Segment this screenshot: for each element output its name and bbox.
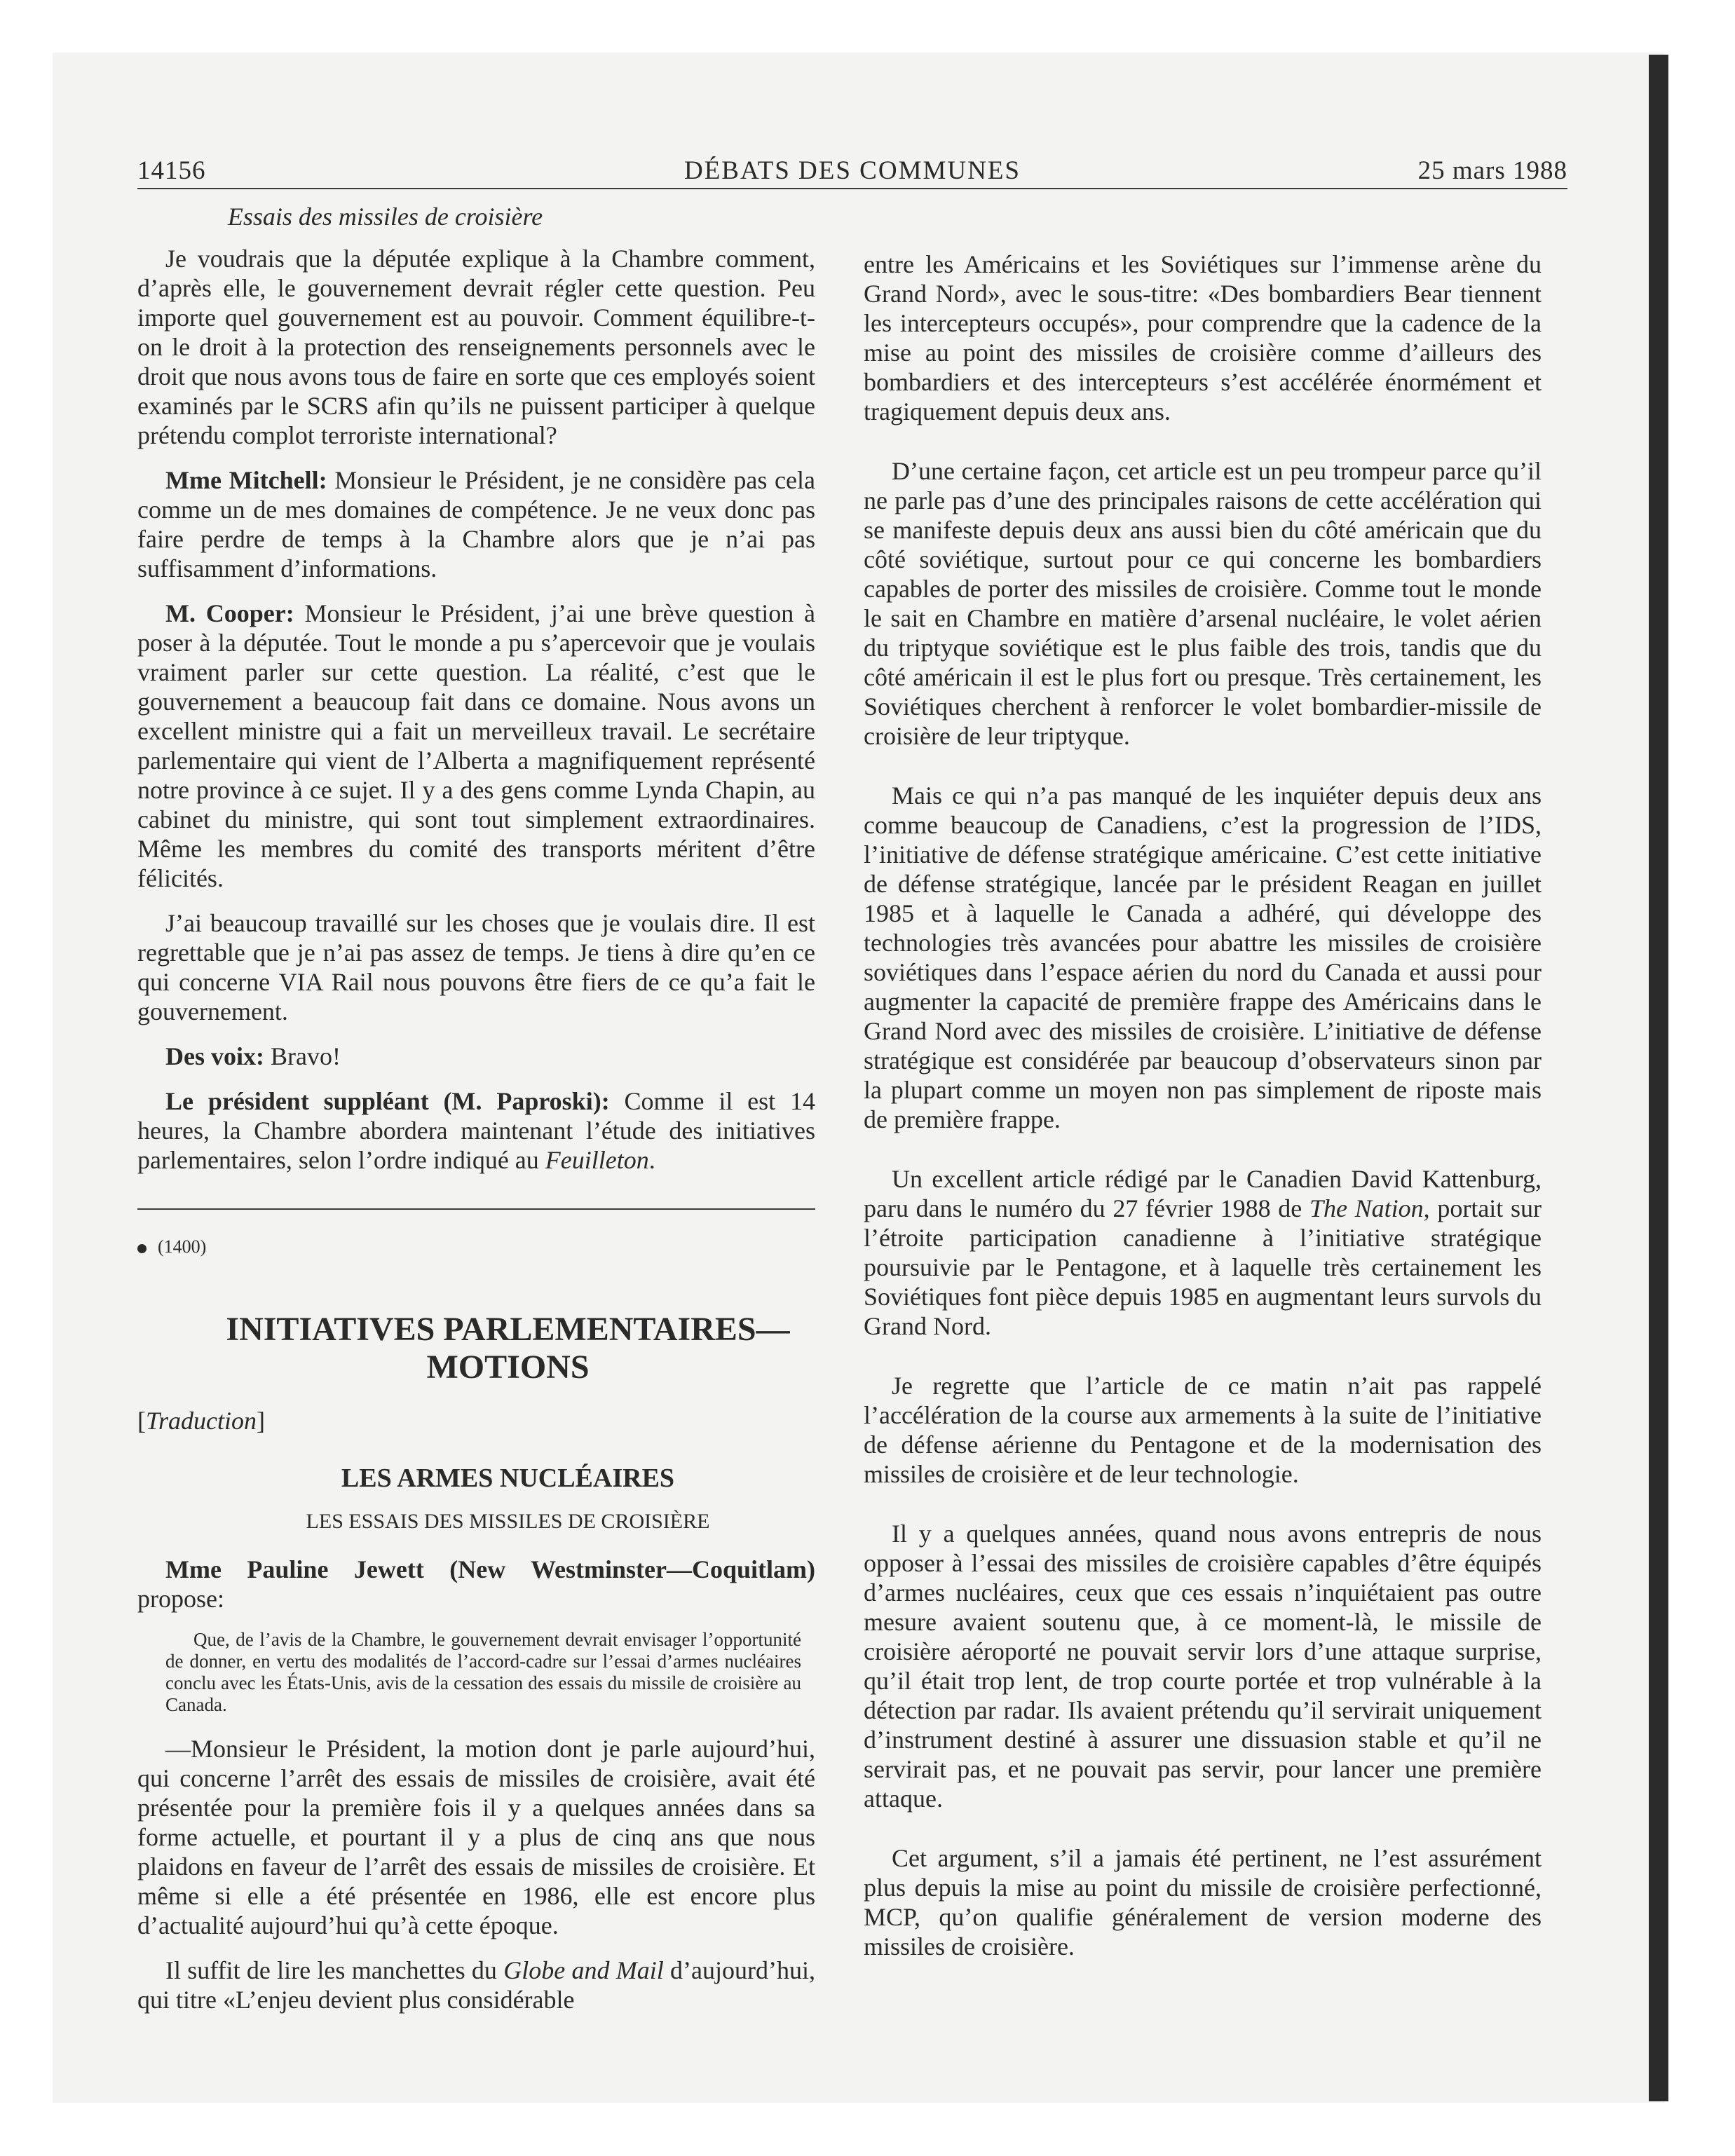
- speaker-name: M. Cooper:: [165, 599, 294, 627]
- timestamp: (1400): [137, 1236, 815, 1257]
- bullet-icon: [137, 1244, 147, 1253]
- paragraph: D’une certaine façon, cet article est un peu trompeur parce qu’il ne parle pas d’une des principales raisons de cette accélération qui se manifeste depuis deux ans aussi bien du côté américain que du côté soviétique, surtout pour ce qui concerne les bombardiers capables de porter des missiles de croisière. Comme tout le monde le sait en Chambre en matière d’arsenal nucléaire, le volet aérien du triptyque soviétique est le plus faible des trois, tandis que du côté américain il est le plus fort ou presque. Très certainement, les Soviétiques cherchent à renforcer le volet bombardier-missile de croisière de leur triptyque.: [864, 457, 1542, 750]
- paragraph: [137, 465, 815, 583]
- right-column: [864, 250, 1542, 1991]
- paragraph: J’ai beaucoup travaillé sur les choses que je voulais dire. Il est regrettable que je n’ai pas assez de temps. Je tiens à dire qu’en ce qui concerne VIA Rail nous pouvons être fiers de ce qu’a fait le gouvernement.: [137, 909, 815, 1025]
- section-italic-heading: Essais des missiles de croisière: [227, 203, 543, 231]
- paragraph: Un excellent article rédigé par le Canadien David Kattenburg, paru dans le numéro du 27 février 1988 de The Nation, portait sur l’étroite participation canadienne à l’initiative stratégique poursuivie par le Pentagone, et à laquelle très certainement les Soviétiques font pièce depuis 1985 en augmentant leurs survols du Grand Nord.: [864, 1165, 1542, 1340]
- speaker-name: Le président suppléant (M. Paproski):: [165, 1087, 610, 1115]
- speech-text: Monsieur le Président, j’ai une brève question à poser à la députée. Tout le monde a pu s’apercevoir que je voulais vraiment parler sur cette question. La réalité, c’est que le gouvernement a beaucoup fait dans ce domaine. Nous avons un excellent ministre qui a fait un merveilleux travail. Le secrétaire parlementaire qui vient de l’Alberta a magnifiquement représenté notre province à ce sujet. Il y a des gens comme Lynda Chapin, au cabinet du ministre, qui sont tout simplement extraordinaires. Même les membres du comité des transports méritent d’être félicités.: [137, 599, 815, 892]
- speech-text: Comme il est 14 heures, la Chambre abordera maintenant l’étude des initiatives parlementaires, selon l’ordre indiqué au: [137, 1087, 815, 1174]
- header-rule: [137, 188, 1567, 189]
- paragraph: Il suffit de lire les manchettes du Globe and Mail d’aujourd’hui, qui titre «L’enjeu devient plus considérable: [137, 1956, 815, 2014]
- subject-subheading: LES ESSAIS DES MISSILES DE CROISIÈRE: [306, 1510, 710, 1533]
- subject-heading: LES ARMES NUCLÉAIRES: [341, 1464, 675, 1493]
- speech-text: Monsieur le Président, je ne considère pas cela comme un de mes domaines de compétence. Je ne veux donc pas faire perdre de temps à la Chambre alors que je n’ai pas suffisamment d’informations.: [137, 466, 815, 582]
- speaker-name: Des voix:: [165, 1042, 264, 1070]
- section-divider: [137, 1208, 815, 1210]
- paragraph: Je regrette que l’article de ce matin n’ait pas rappelé l’accélération de la course aux armements à la suite de l’initiative de défense aérienne du Pentagone et de la modernisation des missiles de croisière et de leur technologie.: [864, 1372, 1542, 1488]
- translation-note: [Traduction]: [137, 1407, 266, 1435]
- speech-text: Bravo!: [264, 1042, 341, 1070]
- speaker-name: Mme Pauline Jewett (New Westminster—Coquitlam): [165, 1555, 815, 1583]
- page-number: 14156: [137, 156, 206, 185]
- paragraph: Il y a quelques années, quand nous avons entrepris de nous opposer à l’essai des missiles de croisière capables d’être équipés d’armes nucléaires, ceux que ces essais n’inquiétaient pas outre mesure avaient soutenu que, à ce moment-là, le missile de croisière aéroporté ne pouvait servir lors d’une attaque surprise, qu’il était trop lent, de trop courte portée et trop vulnérable à la détection par radar. Ils avaient prétendu qu’il servirait uniquement d’instrument destiné à assurer une dissuasion stable et qu’il ne servirait pas, et ne pouvait pas servir, pour lancer une première attaque.: [864, 1520, 1542, 1813]
- paragraph: [137, 1555, 815, 1613]
- paragraph: entre les Américains et les Soviétiques sur l’immense arène du Grand Nord», avec le sous-titre: «Des bombardiers Bear tiennent les intercepteurs occupés», pour comprendre que la cadence de la mise au point des missiles de croisière comme d’ailleurs des bombardiers et des intercepteurs s’est accélérée énormément et tragiquement depuis deux ans.: [864, 250, 1542, 425]
- paragraph: Mais ce qui n’a pas manqué de les inquiéter depuis deux ans comme beaucoup de Canadiens, c’est la progression de l’IDS, l’initiative de défense stratégique américaine. C’est cette initiative de défense stratégique, lancée par le président Reagan en juillet 1985 et à laquelle le Canada a adhéré, qui développe des technologies très avancées pour abattre les missiles de croisière soviétiques dans l’espace aérien du nord du Canada et aussi pour augmenter la capacité de première frappe des Américains dans le Grand Nord avec des missiles de croisière. L’initiative de défense stratégique est considérée par beaucoup d’observateurs sinon par la plupart comme un moyen non pas simplement de riposte mais de première frappe.: [864, 782, 1542, 1133]
- running-header: [137, 156, 1567, 189]
- speaker-name: Mme Mitchell:: [165, 466, 327, 494]
- italic-term: The Nation: [1309, 1194, 1424, 1222]
- left-column: [137, 202, 815, 2030]
- issue-date: 25 mars 1988: [1417, 156, 1567, 185]
- section-heading: INITIATIVES PARLEMENTAIRES— MOTIONS: [226, 1311, 790, 1386]
- paragraph: Cet argument, s’il a jamais été pertinent, ne l’est assurément plus depuis la mise au point du missile de croisière perfectionné, MCP, qu’on qualifie généralement de version moderne des missiles de croisière.: [864, 1844, 1542, 1960]
- paragraph: Je voudrais que la députée explique à la Chambre comment, d’après elle, le gouvernement devrait régler cette question. Peu importe quel gouvernement est au pouvoir. Comment équilibre-t-on le droit à la protection des renseignements personnels avec le droit que nous avons tous de faire en sorte que ces employés soient examinés par le SCRS afin qu’ils ne puissent participer à quelque prétendu complot terroriste international?: [137, 245, 815, 449]
- paragraph: [137, 599, 815, 893]
- paragraph: —Monsieur le Président, la motion dont je parle aujourd’hui, qui concerne l’arrêt des essais de missiles de croisière, avait été présentée pour la première fois il y a quelques années dans sa forme actuelle, et pourtant il y a plus de cinq ans que nous plaidons en faveur de l’arrêt des essais de missiles de croisière. Et même si elle a été présentée en 1986, elle est encore plus d’actualité aujourd’hui qu’à cette époque.: [137, 1735, 815, 1939]
- paragraph: Le président suppléant (M. Paproski): Comme il est 14 heures, la Chambre abordera maintenant l’étude des initiatives parlementaires, selon l’ordre indiqué au Feuilleton.: [137, 1087, 815, 1174]
- motion-text: Que, de l’avis de la Chambre, le gouvernement devrait envisager l’opportunité de donner, en vertu des modalités de l’accord-cadre sur l’essai d’armes nucléaires conclu avec les États-Unis, avis de la cessation des essais du missile de croisière au Canada.: [165, 1629, 801, 1715]
- page-edge-shadow: [1649, 55, 1668, 2101]
- italic-term: Globe and Mail: [503, 1956, 664, 1984]
- publication-title: DÉBATS DES COMMUNES: [683, 156, 1021, 185]
- speech-text: propose:: [137, 1585, 224, 1613]
- paragraph: [137, 1042, 815, 1071]
- italic-term: Feuilleton: [545, 1146, 649, 1174]
